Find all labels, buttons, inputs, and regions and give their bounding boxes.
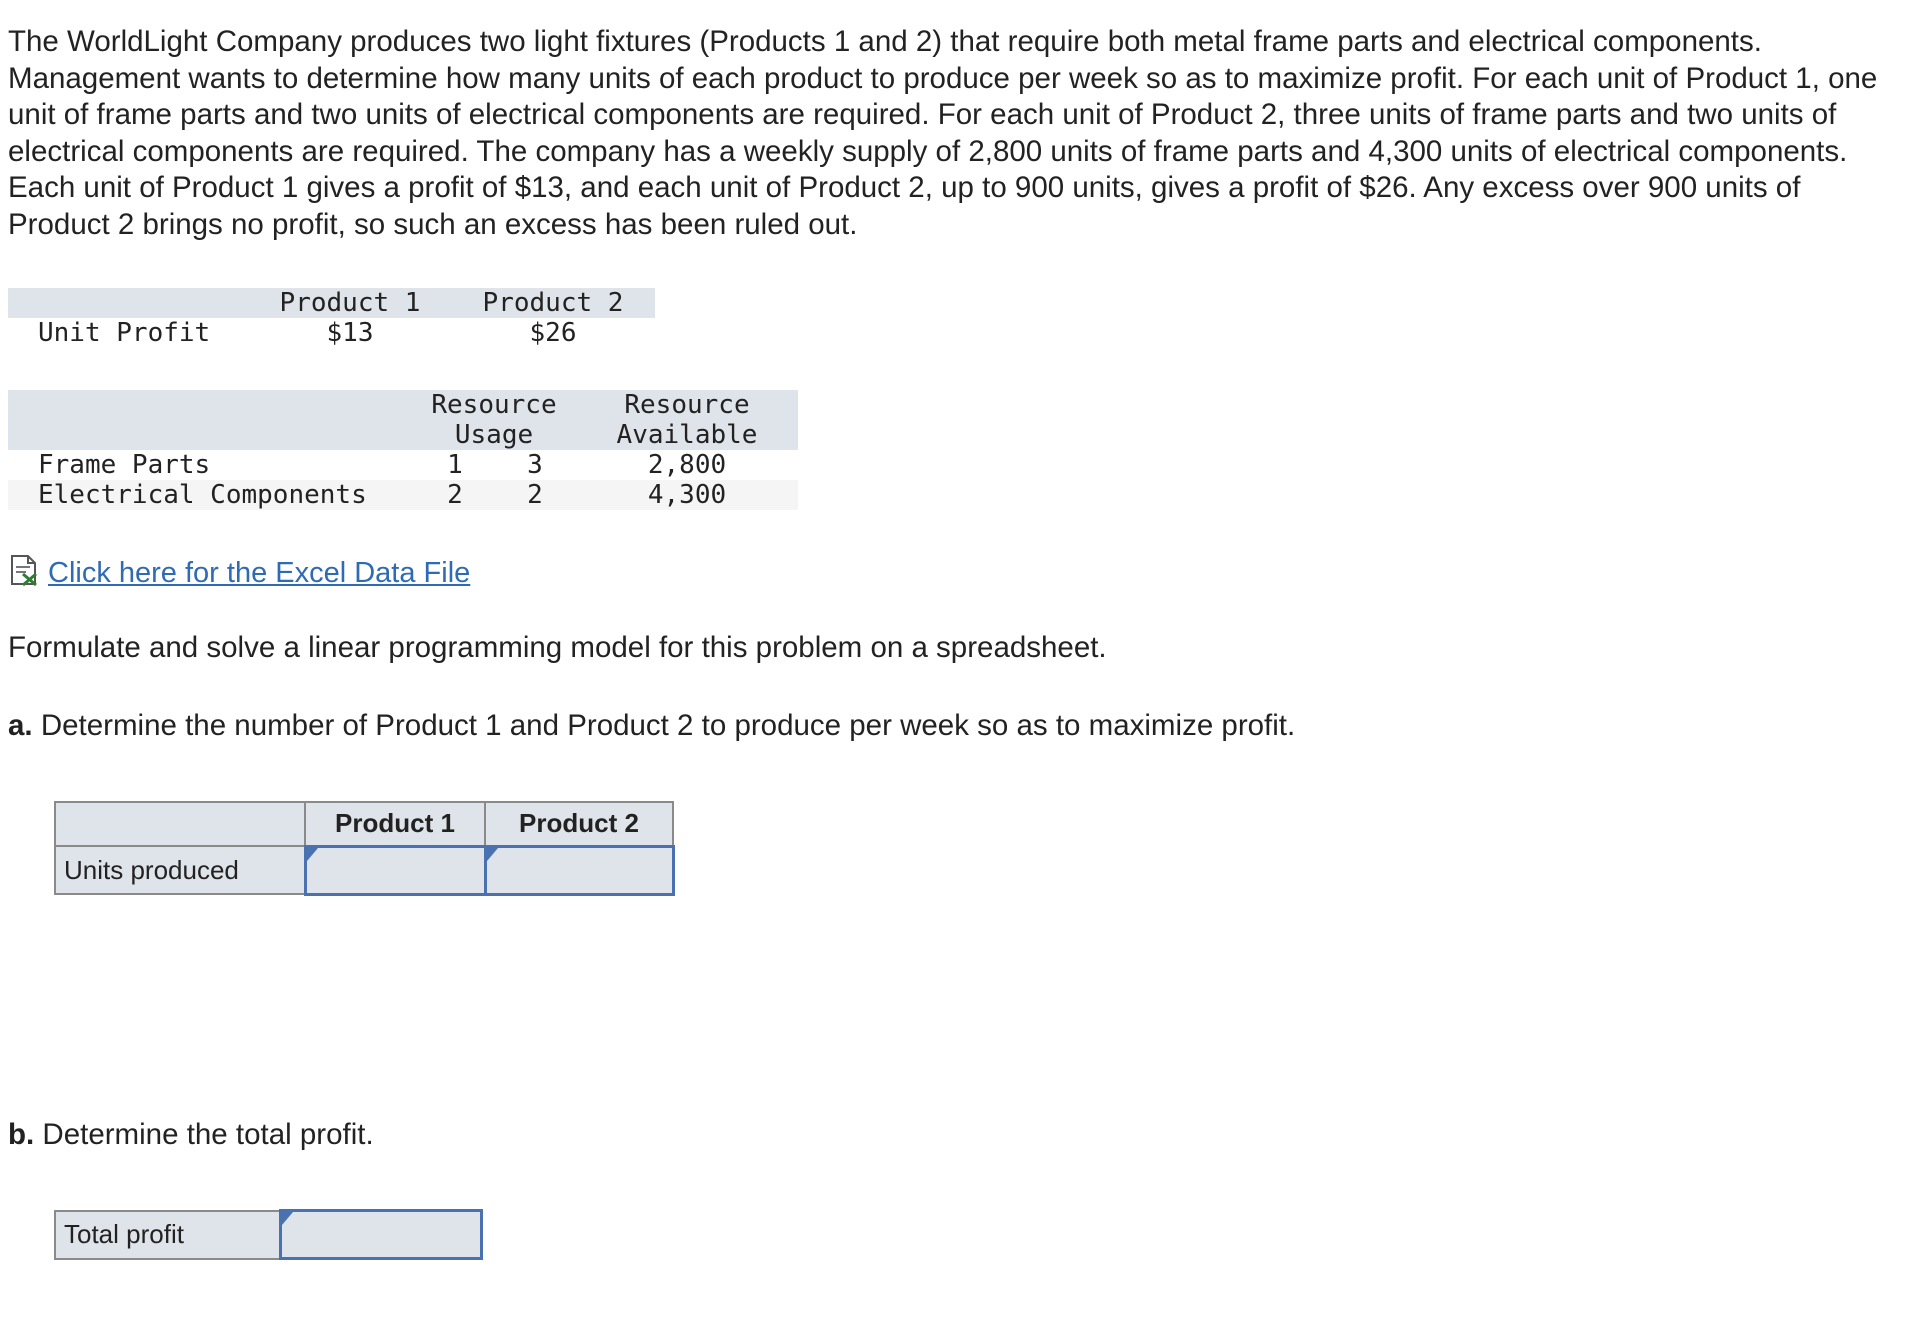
problem-statement: The WorldLight Company produces two light fixtures (Products 1 and 2) that require both metal frame parts and electrical components. Management wants to determine how many units of each product to produce per week so as to maximize profit. For each unit of Product 1, one unit of frame parts and two units of electrical components are required. For each unit of Product 2, three units of frame parts and two units of electrical components are required. The company has a weekly supply of 2,800 units of frame parts and 4,300 units of electrical components. Each unit of Product 1 gives a profit of $13, and each unit of Product 2, up to 900 units, gives a profit of $26. Any excess over 900 units of Product 2 brings no profit, so such an excess has been ruled out. [8,25,1878,241]
units-header-product-2: Product 2 [485,802,673,846]
units-product-1-input[interactable] [305,846,485,894]
resource-row-label: Electrical Components [38,480,367,510]
excel-file-icon [8,554,40,593]
resource-available: 4,300 [647,480,727,510]
instructions: Formulate and solve a linear programming model for this problem on a spreadsheet. [8,631,1107,664]
corner-cell [55,802,305,846]
units-produced-table [54,801,675,896]
units-row-label: Units produced [55,846,305,894]
profit-row-label: Unit Profit [38,318,211,348]
profit-header-product-1: Product 1 [279,288,421,318]
units-product-2-input[interactable] [485,846,673,894]
profit-value-product-1: $13 [326,318,374,348]
part-b-text: Determine the total profit. [42,1118,374,1151]
resource-usage-header-line2: Usage [454,420,534,450]
profit-header-product-2: Product 2 [482,288,624,318]
excel-data-link[interactable] [8,553,470,593]
part-b-prompt [8,1117,374,1153]
resource-usage-p1: 2 [447,480,463,510]
part-a-prompt [8,708,1295,744]
excel-link-label[interactable]: Click here for the Excel Data File [48,556,471,589]
units-header-product-1: Product 1 [305,802,485,846]
resource-usage-header-line1: Resource [431,390,557,420]
part-a-text: Determine the number of Product 1 and Product 2 to produce per week so as to maximize profit. [40,709,1296,742]
resource-usage-p2: 3 [527,450,543,480]
resource-available-header-line2: Available [616,420,758,450]
resource-usage-p1: 1 [447,450,463,480]
resource-usage-p2: 2 [527,480,543,510]
total-profit-table [54,1209,483,1260]
resource-available: 2,800 [647,450,727,480]
total-profit-label: Total profit [55,1211,280,1259]
profit-value-product-2: $26 [529,318,577,348]
resource-available-header-line1: Resource [624,390,750,420]
resource-row-label: Frame Parts [38,450,211,480]
total-profit-input[interactable] [280,1211,481,1259]
part-b-letter: b. [8,1118,35,1151]
part-a-letter: a. [8,709,33,742]
